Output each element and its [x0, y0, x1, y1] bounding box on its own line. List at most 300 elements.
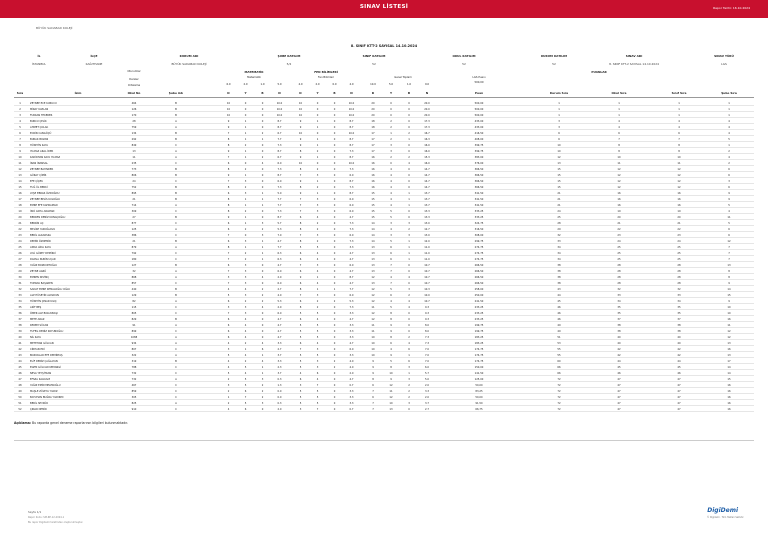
cell-kurum-sira: 46	[557, 311, 561, 315]
footer-note: Bu rapor Digidemi tarafından oluşturulmuştur.	[28, 521, 84, 524]
cell-puan: 333,25	[474, 209, 484, 213]
cell-puan: 258,00	[474, 287, 484, 291]
cell-isim: BURCU ÇELİK	[30, 119, 47, 123]
cell-mat-n: 7.7	[277, 137, 282, 141]
cell-okul-no: 792	[131, 251, 137, 255]
cell-sinif-sira: 7	[678, 137, 680, 141]
cell-kurum-sira: 49	[557, 329, 561, 333]
cell-mat-n: 6.3	[277, 251, 282, 255]
cell-sira: 3	[19, 113, 21, 117]
cell-kurum-sira: 21	[557, 197, 561, 201]
cell-mat-y: 1	[244, 125, 247, 129]
cell-sinif-sira: 42	[677, 347, 681, 351]
cell-fen-y: 3	[316, 197, 319, 201]
cell-okul-no: 126	[131, 107, 137, 111]
cell-gen-n: 5.0	[425, 377, 429, 381]
cell-sira: 41	[18, 341, 22, 345]
cell-kurum-sira: 34	[557, 245, 561, 249]
cell-mat-d: 6	[227, 263, 230, 267]
cell-sira: 51	[18, 401, 22, 405]
cell-mat-d: 6	[227, 323, 230, 327]
cell-gen-n: 16.7	[424, 131, 430, 135]
cell-fen-d: 9	[299, 155, 302, 159]
cell-gen-n: 13.7	[424, 197, 430, 201]
cell-okul-sira: 1	[618, 107, 620, 111]
cell-fen-n: 3.3	[349, 311, 354, 315]
cell-sube: B	[175, 263, 177, 267]
col-gen-b: B	[407, 91, 411, 95]
cell-sube-sira: 7	[728, 245, 730, 249]
cell-fen-y: 5	[316, 389, 319, 393]
cell-mat-b: 0	[261, 173, 264, 177]
cell-okul-no: 13	[132, 149, 136, 153]
cell-mat-d: 7	[227, 257, 230, 261]
info-sube-header: ŞUBE KATILIM	[277, 54, 301, 58]
cell-fen-y: 4	[316, 269, 319, 273]
cell-sinif-sira: 25	[677, 245, 681, 249]
cell-fen-n: 0.7	[349, 407, 354, 411]
cell-okul-no: 170	[131, 113, 137, 117]
cell-fen-y: 6	[316, 371, 319, 375]
cell-mat-b: 0	[261, 263, 264, 267]
cell-mat-b: 2	[261, 227, 264, 231]
cell-gen-n: 20.0	[424, 113, 430, 117]
cell-gen-n: 13.7	[424, 203, 430, 207]
cell-isim: NİL KAYA	[30, 335, 41, 339]
cell-sinif-sira: 1	[678, 107, 680, 111]
cell-sinif-sira: 22	[677, 227, 681, 231]
cell-okul-sira: 47	[617, 377, 621, 381]
cell-puan: 274,75	[474, 245, 484, 249]
cell-sube: B	[175, 215, 177, 219]
cell-mat-y: 2	[244, 143, 247, 147]
cell-okul-no: 773	[131, 167, 137, 171]
cell-fen-b: 0	[333, 215, 336, 219]
cell-fen-n: 2.0	[349, 371, 354, 375]
cell-gen-y: 5	[390, 305, 392, 309]
cell-sube-sira: 1	[728, 101, 730, 105]
cell-fen-b: 0	[333, 221, 336, 225]
cell-sube: A	[175, 149, 177, 153]
cell-gen-b: 1	[408, 257, 410, 261]
cell-sube: B	[175, 293, 177, 297]
cell-fen-b: 2	[333, 365, 336, 369]
cell-gen-n: 20.0	[424, 107, 430, 111]
cell-fen-d: 8	[299, 239, 302, 243]
cell-okul-sira: 12	[617, 185, 621, 189]
cell-sira: 8	[19, 143, 21, 147]
cell-sira: 40	[18, 335, 22, 339]
cell-isim: FURKAN TEKERER	[30, 113, 53, 117]
cell-okul-no: 752	[131, 185, 137, 189]
cell-kurum-sira: 46	[557, 305, 561, 309]
cell-mat-y: 3	[244, 311, 247, 315]
fen-header: FEN BİLİMLERİ	[314, 70, 338, 74]
cell-fen-y: 5	[316, 401, 319, 405]
cell-fen-d: 10	[298, 161, 303, 165]
cell-mat-n: 3.3	[277, 341, 282, 345]
cell-fen-b: 0	[333, 119, 336, 123]
cell-okul-sira: 40	[617, 335, 621, 339]
cell-puan: 366,50	[474, 185, 484, 189]
cell-gen-n: 16.0	[424, 143, 430, 147]
cell-mat-y: 2	[244, 299, 247, 303]
cell-sira: 29	[18, 269, 22, 273]
cell-fen-y: 1	[316, 125, 319, 129]
cell-sinif-sira: 12	[677, 173, 681, 177]
cell-fen-y: 1	[316, 143, 319, 147]
cell-puan: 366,50	[474, 173, 484, 177]
cell-sinif-sira: 46	[677, 371, 681, 375]
cell-gen-n: 6.0	[425, 365, 429, 369]
cell-sinif-sira: 28	[677, 263, 681, 267]
cell-isim: KADİRHAN KAYA YILMAZ	[30, 155, 61, 159]
cell-gen-d: 7	[372, 407, 374, 411]
cell-sinif-sira: 33	[677, 293, 681, 297]
cell-fen-n: 8.7	[349, 143, 354, 147]
cell-gen-b: 3	[408, 287, 410, 291]
cell-sira: 13	[18, 173, 22, 177]
cell-fen-y: 4	[316, 317, 319, 321]
cell-okul-sira: 28	[617, 275, 621, 279]
cell-gen-y: 4	[390, 191, 392, 195]
cell-gen-y: 6	[390, 293, 392, 297]
explanation	[14, 421, 128, 425]
cell-puan: 333,25	[474, 215, 484, 219]
cell-sube-sira: 17	[727, 359, 731, 363]
cell-mat-d: 9	[227, 149, 230, 153]
cell-okul-no: 180	[131, 257, 137, 261]
cell-puan: 399,75	[474, 149, 484, 153]
cell-isim: CİRHAN ERİ	[30, 347, 45, 351]
cell-gen-d: 16	[371, 173, 375, 177]
cell-okul-sira: 46	[617, 371, 621, 375]
cell-fen-n: 3.3	[349, 335, 354, 339]
cell-sube-sira: 12	[727, 239, 731, 243]
cell-fen-y: 5	[316, 311, 319, 315]
cell-puan: 141,50	[474, 371, 484, 375]
cell-sube-sira: 14	[727, 365, 731, 369]
cell-fen-d: 9	[299, 137, 302, 141]
cell-gen-b: 1	[408, 239, 410, 243]
cell-gen-d: 13	[371, 245, 375, 249]
cell-puan: 266,50	[474, 275, 484, 279]
cell-sinif-sira: 37	[677, 317, 681, 321]
cell-gen-d: 15	[371, 191, 375, 195]
cell-mat-y: 4	[244, 287, 247, 291]
cell-mat-y: 2	[244, 167, 247, 171]
cell-fen-n: 10.0	[348, 131, 355, 135]
cell-gen-b: 0	[408, 101, 410, 105]
cell-gen-n: 8.0	[425, 329, 429, 333]
cell-puan: 233,25	[474, 311, 484, 315]
cell-mat-d: 6	[227, 239, 230, 243]
cell-fen-n: 4.7	[349, 251, 354, 255]
cell-gen-y: 7	[390, 281, 392, 285]
cell-sinif-sira: 42	[677, 353, 681, 357]
cell-gen-n: 9.3	[425, 305, 429, 309]
cell-sube-sira: 13	[727, 263, 731, 267]
cell-sinif-sira: 4	[678, 125, 680, 129]
cell-isim: ELİF DENİZ ÇAĞLAYAN	[30, 359, 58, 363]
cell-mat-n: 8.7	[277, 119, 282, 123]
cell-sube-sira: 16	[727, 395, 731, 399]
mat-avg-b: 1.0	[260, 83, 265, 86]
cell-sube: B	[175, 185, 177, 189]
col-fen-n: N	[350, 91, 353, 95]
cell-gen-b: 3	[408, 401, 410, 405]
cell-mat-d: 8	[227, 185, 230, 189]
cell-puan: 174,75	[474, 347, 484, 351]
cell-fen-y: 2	[316, 221, 319, 225]
cell-mat-b: 1	[261, 245, 264, 249]
cell-kurum-sira: 15	[557, 179, 561, 183]
cell-gen-y: 6	[390, 257, 392, 261]
cell-sube: C	[175, 281, 177, 285]
cell-sira: 20	[18, 215, 22, 219]
cell-kurum-sira: 72	[557, 389, 561, 393]
cell-okul-sira: 47	[617, 383, 621, 387]
cell-sube-sira: 12	[727, 335, 731, 339]
cell-okul-sira: 38	[617, 323, 621, 327]
cell-sube: B	[175, 359, 177, 363]
col-mat-n: N	[278, 91, 281, 95]
cell-okul-sira: 4	[618, 119, 620, 123]
cell-sube: B	[175, 287, 177, 291]
cell-puan: 183,25	[474, 335, 484, 339]
cell-fen-b: 0	[333, 347, 336, 351]
cell-fen-d: 7	[299, 209, 302, 213]
cell-mat-d: 8	[227, 143, 230, 147]
cell-sube: A	[175, 323, 177, 327]
cell-gen-n: 8.0	[425, 323, 429, 327]
cell-mat-b: 4	[261, 359, 264, 363]
cell-gen-b: 0	[408, 119, 410, 123]
cell-gen-n: 7.0	[425, 347, 429, 351]
cell-kurum-sira: 72	[557, 401, 561, 405]
cell-gen-d: 9	[372, 371, 374, 375]
cell-mat-b: 0	[261, 167, 264, 171]
exam-title: 8. SINIF KTT-2 SAYISAL 14.10.2024	[350, 44, 418, 48]
cell-gen-n: 7.0	[425, 353, 429, 357]
cell-fen-d: 10	[298, 101, 303, 105]
col-gen-d: D	[371, 91, 375, 95]
cell-mat-d: 4	[227, 359, 230, 363]
cell-okul-sira: 23	[617, 233, 621, 237]
cell-fen-n: 7.3	[349, 221, 354, 225]
cell-mat-b: 0	[261, 113, 264, 117]
cell-gen-y: 9	[390, 377, 392, 381]
cell-puan: 433,00	[474, 125, 484, 129]
cell-fen-n: 10.0	[348, 101, 355, 105]
cell-mat-n: 7.3	[277, 209, 282, 213]
cell-fen-b: 1	[333, 287, 336, 291]
cell-sube-sira: 6	[728, 167, 730, 171]
cell-mat-d: 6	[227, 227, 230, 231]
cell-fen-n: 8.7	[349, 125, 354, 129]
cell-okul-no: 91	[132, 323, 136, 327]
cell-puan: 250,00	[474, 293, 484, 297]
cell-gen-b: 0	[408, 215, 410, 219]
cell-mat-d: 9	[227, 119, 230, 123]
cell-mat-b: 0	[261, 335, 264, 339]
cell-gen-d: 20	[371, 113, 375, 117]
cell-isim: AKİF BEŞ	[30, 305, 42, 309]
cell-gen-b: 3	[408, 233, 410, 237]
cell-mat-d: 5	[227, 371, 230, 375]
cell-mat-b: 0	[261, 281, 264, 285]
cell-fen-y: 5	[316, 353, 319, 357]
cell-okul-no: 807	[131, 347, 137, 351]
cell-okul-no: 115	[131, 305, 137, 309]
cell-kurum-sira: 1	[558, 101, 560, 105]
cell-fen-n: 7.7	[349, 287, 354, 291]
cell-puan: 125,00	[474, 377, 484, 381]
cell-gen-d: 14	[371, 239, 375, 243]
cell-sinif-sira: 28	[677, 281, 681, 285]
cell-fen-n: 4.7	[349, 269, 354, 273]
cell-isim: BERİL ALKARSKA	[30, 233, 51, 237]
col-sube: Şube Adı	[168, 91, 184, 95]
cell-mat-b: 0	[261, 119, 264, 123]
cell-fen-d: 8	[299, 221, 302, 225]
gen-avg-d: 10.0	[370, 83, 376, 86]
cell-puan: 308,00	[474, 233, 484, 237]
cell-sube-sira: 5	[728, 203, 730, 207]
cell-fen-d: 9	[299, 125, 302, 129]
cell-fen-b: 0	[333, 323, 336, 327]
cell-gen-d: 13	[371, 269, 375, 273]
footer-code: Rapor Kodu: SM-RE-12-2024-1	[28, 516, 65, 519]
cell-gen-y: 4	[390, 299, 392, 303]
info-sube-value: 5/2	[286, 62, 292, 66]
cell-sube-sira: 9	[728, 197, 730, 201]
cell-sinif-sira: 35	[677, 311, 681, 315]
cell-kurum-sira: 28	[557, 221, 561, 225]
cell-gen-y: 4	[390, 347, 392, 351]
cell-gen-b: 4	[408, 275, 410, 279]
cell-sube: B	[175, 101, 177, 105]
cell-sinif-sira: 4	[678, 119, 680, 123]
cell-okul-sira: 20	[617, 215, 621, 219]
cell-sinif-sira: 47	[677, 407, 681, 411]
cell-sira: 25	[18, 245, 22, 249]
logo-caption: © Digidemi · Tüm Hakları Saklıdır.	[707, 516, 744, 519]
cell-isim: EFSZA KALKAVZ	[30, 377, 51, 381]
cell-isim: ECRİN CANGÖÇÜ	[30, 131, 52, 135]
cell-mat-b: 0	[261, 323, 264, 327]
cell-isim: ZEYNEP BAYINDER	[30, 167, 54, 171]
cell-fen-y: 4	[316, 377, 319, 381]
cell-kurum-sira: 38	[557, 269, 561, 273]
cell-okul-no: 805	[131, 311, 137, 315]
cell-fen-n: 6.0	[349, 197, 354, 201]
cell-sira: 33	[18, 293, 22, 297]
table-row	[14, 406, 754, 412]
cell-fen-b: 0	[333, 101, 336, 105]
cell-mat-n: 7.3	[277, 167, 282, 171]
cell-okul-sira: 28	[617, 269, 621, 273]
cell-gen-n: 10.7	[424, 269, 430, 273]
info-sinif-header: SINIF KATILIM	[362, 54, 386, 58]
cell-fen-d: 5	[299, 335, 302, 339]
max-score: 500,00	[474, 81, 484, 84]
cell-gen-b: 2	[408, 293, 410, 297]
cell-isim: ASMA AİDA KAYA	[30, 245, 51, 249]
cell-fen-d: 9	[299, 179, 302, 183]
cell-fen-d: 9	[299, 143, 302, 147]
cell-gen-n: 3.7	[425, 401, 429, 405]
cell-sube-sira: 16	[727, 407, 731, 411]
cell-kurum-sira: 51	[557, 335, 561, 339]
cell-mat-n: 2.7	[277, 287, 282, 291]
cell-okul-no: 32	[132, 269, 136, 273]
cell-mat-n: 8.7	[277, 125, 282, 129]
cell-fen-b: 0	[333, 185, 336, 189]
cell-sinif-sira: 34	[677, 299, 681, 303]
cell-mat-b: 1	[261, 203, 264, 207]
cell-puan: 274,75	[474, 257, 484, 261]
digidemi-logo: DigiDemi	[707, 507, 738, 514]
cell-fen-b: 0	[333, 281, 336, 285]
cell-gen-n: 12.0	[424, 239, 430, 243]
cell-mat-n: 0.0	[277, 389, 282, 393]
cell-mat-n: 7.3	[277, 185, 282, 189]
cell-fen-y: 3	[316, 293, 319, 297]
cell-okul-no: 806	[131, 173, 137, 177]
cell-fen-y: 0	[316, 101, 319, 105]
cell-fen-n: 8.7	[349, 137, 354, 141]
cell-gen-y: 5	[390, 239, 392, 243]
cell-sira: 15	[18, 185, 22, 189]
cell-gen-y: 12	[389, 383, 393, 387]
cell-okul-no: 322	[131, 353, 137, 357]
cell-fen-b: 0	[333, 179, 336, 183]
cell-sinif-sira: 47	[677, 401, 681, 405]
cell-puan: 366,50	[474, 167, 484, 171]
cell-sube: A	[175, 227, 177, 231]
cell-mat-b: 0	[261, 317, 264, 321]
fen-avg-b: 0.0	[332, 83, 337, 86]
cell-sinif-sira: 25	[677, 251, 681, 255]
cell-fen-y: 0	[316, 107, 319, 111]
cell-fen-y: 2	[316, 149, 319, 153]
cell-okul-sira: 24	[617, 239, 621, 243]
cell-sube-sira: 16	[727, 401, 731, 405]
cell-gen-b: 0	[408, 185, 410, 189]
cell-isim: METEHAN GÜLCAN	[30, 341, 54, 345]
cell-gen-d: 10	[371, 347, 375, 351]
cell-sinif-sira: 12	[677, 167, 681, 171]
cell-okul-no: 857	[131, 281, 137, 285]
cell-puan: 150,00	[474, 365, 484, 369]
cell-sinif-sira: 38	[677, 329, 681, 333]
cell-mat-n: 6.0	[277, 311, 282, 315]
cell-mat-d: 4	[227, 287, 230, 291]
cell-mat-d: 7	[227, 269, 230, 273]
cell-sinif-sira: 35	[677, 305, 681, 309]
cell-fen-b: 0	[333, 137, 336, 141]
cell-okul-sira: 16	[617, 203, 621, 207]
cell-mat-b: 0	[261, 269, 264, 273]
cell-fen-d: 8	[299, 185, 302, 189]
cell-okul-sira: 7	[618, 137, 620, 141]
cell-mat-b: 0	[261, 407, 264, 411]
cell-isim: HÜSEYİN KAYA	[30, 143, 48, 147]
info-type-header: SINAV TÜRÜ	[714, 54, 734, 58]
cell-gen-b: 0	[408, 107, 410, 111]
cell-puan: 399,75	[474, 143, 484, 147]
